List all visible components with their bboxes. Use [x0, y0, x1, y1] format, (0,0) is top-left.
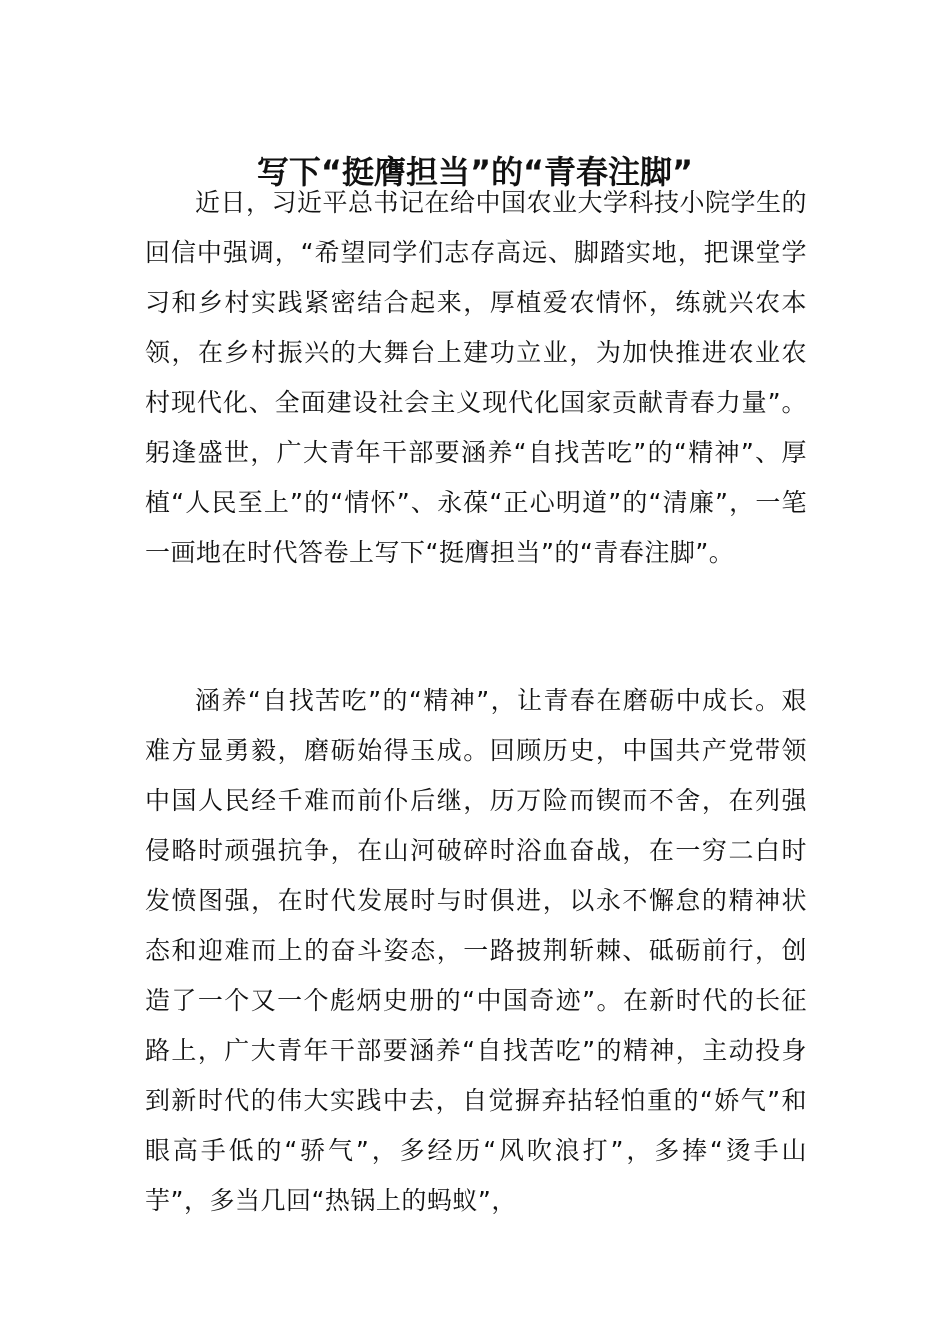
document-title: 写下“挺膺担当”的“青春注脚” [256, 153, 694, 192]
paragraph-intro: 近日，习近平总书记在给中国农业大学科技小院学生的回信中强调，“希望同学们志存高远、脚踏实地，把课堂学习和乡村实践紧密结合起来，厚植爱农情怀，练就兴农本领，在乡村振兴的大舞台上建功立业，为加快推进农业农村现代化、全面建设社会主义现代化国家贡献青春力量”。躬逢盛世，广大青年干部要涵养“自找苦吃”的“精神”、厚植“人民至上”的“情怀”、永葆“正心明道”的“清廉”，一笔一画地在时代答卷上写下“挺膺担当”的“青春注脚”。 [145, 188, 808, 567]
paragraph-hardship: 涵养“自找苦吃”的“精神”，让青春在磨砺中成长。艰难方显勇毅，磨砺始得玉成。回顾历史，中国共产党带领中国人民经千难而前仆后继，历万险而锲而不舍，在列强侵略时顽强抗争，在山河破碎时浴血奋战，在一穷二白时发愤图强，在时代发展时与时俱进，以永不懈怠的精神状态和迎难而上的奋斗姿态，一路披荆斩棘、砥砺前行，创造了一个又一个彪炳史册的“中国奇迹”。在新时代的长征路上，广大青年干部要涵养“自找苦吃”的精神，主动投身到新时代的伟大实践中去，自觉摒弃拈轻怕重的“娇气”和眼高手低的“骄气”，多经历“风吹浪打”，多捧“烫手山芋”，多当几回“热锅上的蚂蚁”， [145, 686, 807, 1215]
